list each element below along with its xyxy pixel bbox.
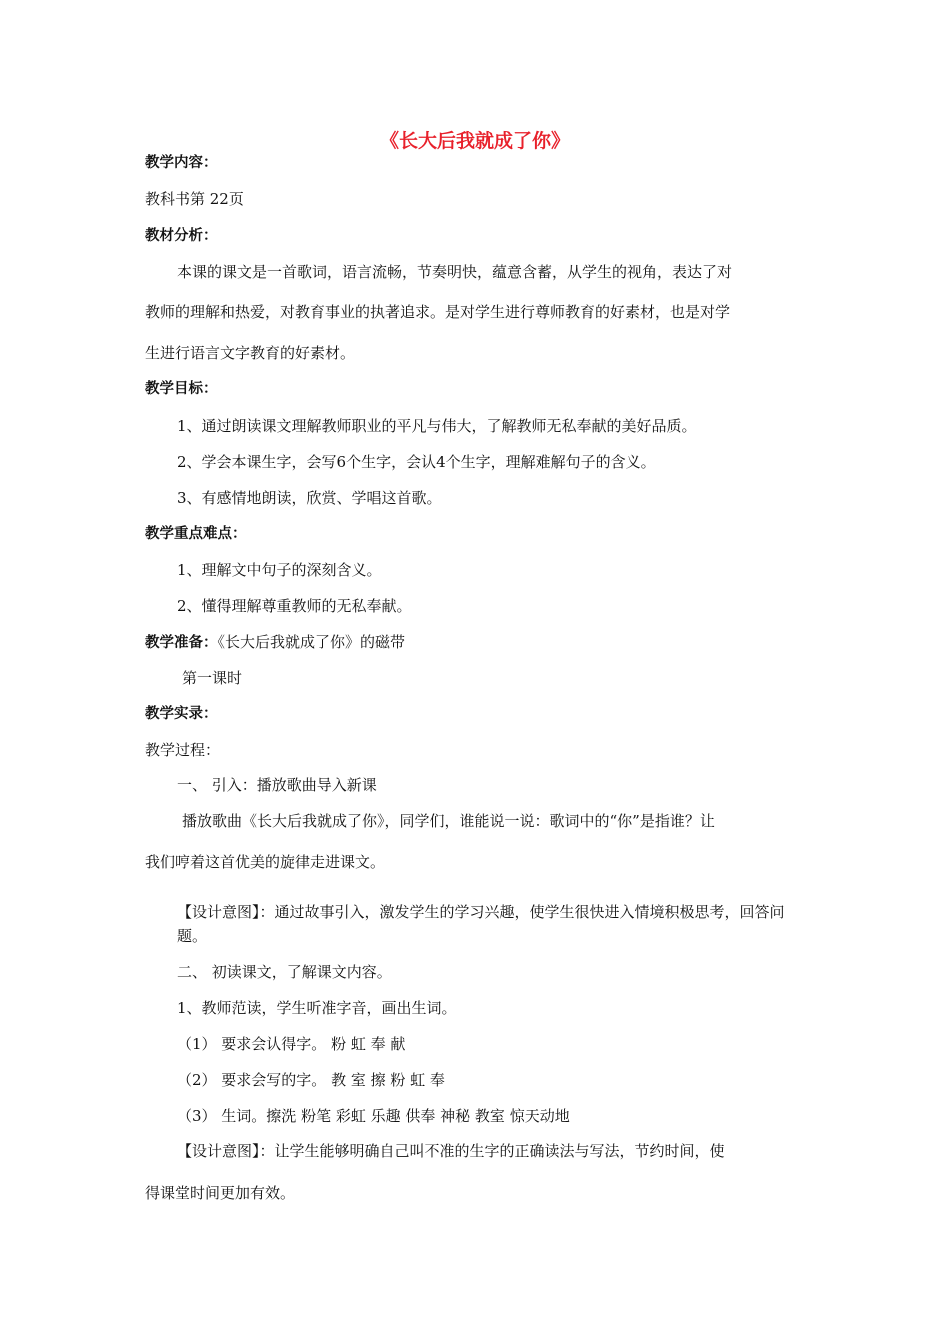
char-list-write: （2） 要求会写的字。 教 室 擦 粉 虹 奉 <box>177 1071 445 1089</box>
goal-3: 3、有感情地朗读，欣赏、学唱这首歌。 <box>177 489 442 507</box>
document-title: 《长大后我就成了你》 <box>379 130 570 152</box>
heading-teaching-goals: 教学目标： <box>145 381 218 397</box>
analysis-line-3: 生进行语言文字教育的好素材。 <box>145 344 356 362</box>
design-intent-1 <box>177 900 809 948</box>
preparation-value: 《长大后我就成了你》的磁带 <box>217 633 406 651</box>
heading-material-analysis: 教材分析： <box>145 228 218 244</box>
key-point-1: 1、理解文中句子的深刻含义。 <box>177 561 382 579</box>
design-intent-1-text: 【设计意图】：通过故事引入，激发学生的学习兴趣，使学生很快进入情境积极思考，回答问题。 <box>177 903 785 945</box>
step-1-line-1: 播放歌曲《长大后我就成了你》，同学们，谁能说一说：歌词中的“你”是指谁？让 <box>182 812 715 830</box>
heading-teaching-content: 教学内容： <box>145 155 218 171</box>
textbook-page: 教科书第 22页 <box>145 190 244 208</box>
key-point-2: 2、懂得理解尊重教师的无私奉献。 <box>177 597 412 615</box>
heading-key-points: 教学重点难点： <box>145 526 247 542</box>
design-intent-2-line-2: 得课堂时间更加有效。 <box>145 1184 296 1202</box>
preparation-line <box>145 632 405 653</box>
step-1-line-2: 我们哼着这首优美的旋律走进课文。 <box>145 853 386 871</box>
vocabulary-list: （3） 生词。擦洗 粉笔 彩虹 乐趣 供奉 神秘 教室 惊天动地 <box>177 1107 570 1125</box>
lesson-label: 第一课时 <box>182 669 243 687</box>
analysis-line-2: 教师的理解和热爱，对教育事业的执著追求。是对学生进行尊师教育的好素材，也是对学 <box>145 303 731 321</box>
char-list-recognize: （1） 要求会认得字。 粉 虹 奉 献 <box>177 1035 406 1053</box>
step-2-heading: 二、 初读课文，了解课文内容。 <box>177 963 392 981</box>
heading-preparation: 教学准备： <box>145 635 218 651</box>
teaching-process-label: 教学过程： <box>145 741 221 759</box>
analysis-line-1: 本课的课文是一首歌词，语言流畅，节奏明快，蕴意含蓄，从学生的视角，表达了对 <box>177 263 733 281</box>
goal-2: 2、学会本课生字，会写6个生字，会认4个生字，理解难解句子的含义。 <box>177 453 656 471</box>
step-1-heading: 一、 引入：播放歌曲导入新课 <box>177 776 377 794</box>
heading-teaching-record: 教学实录： <box>145 706 218 722</box>
step-2-item-1: 1、教师范读，学生听准字音，画出生词。 <box>177 999 457 1017</box>
goal-1: 1、通过朗读课文理解教师职业的平凡与伟大，了解教师无私奉献的美好品质。 <box>177 417 697 435</box>
design-intent-2-line-1: 【设计意图】：让学生能够明确自己叫不准的生字的正确读法与写法，节约时间，使 <box>177 1142 725 1160</box>
